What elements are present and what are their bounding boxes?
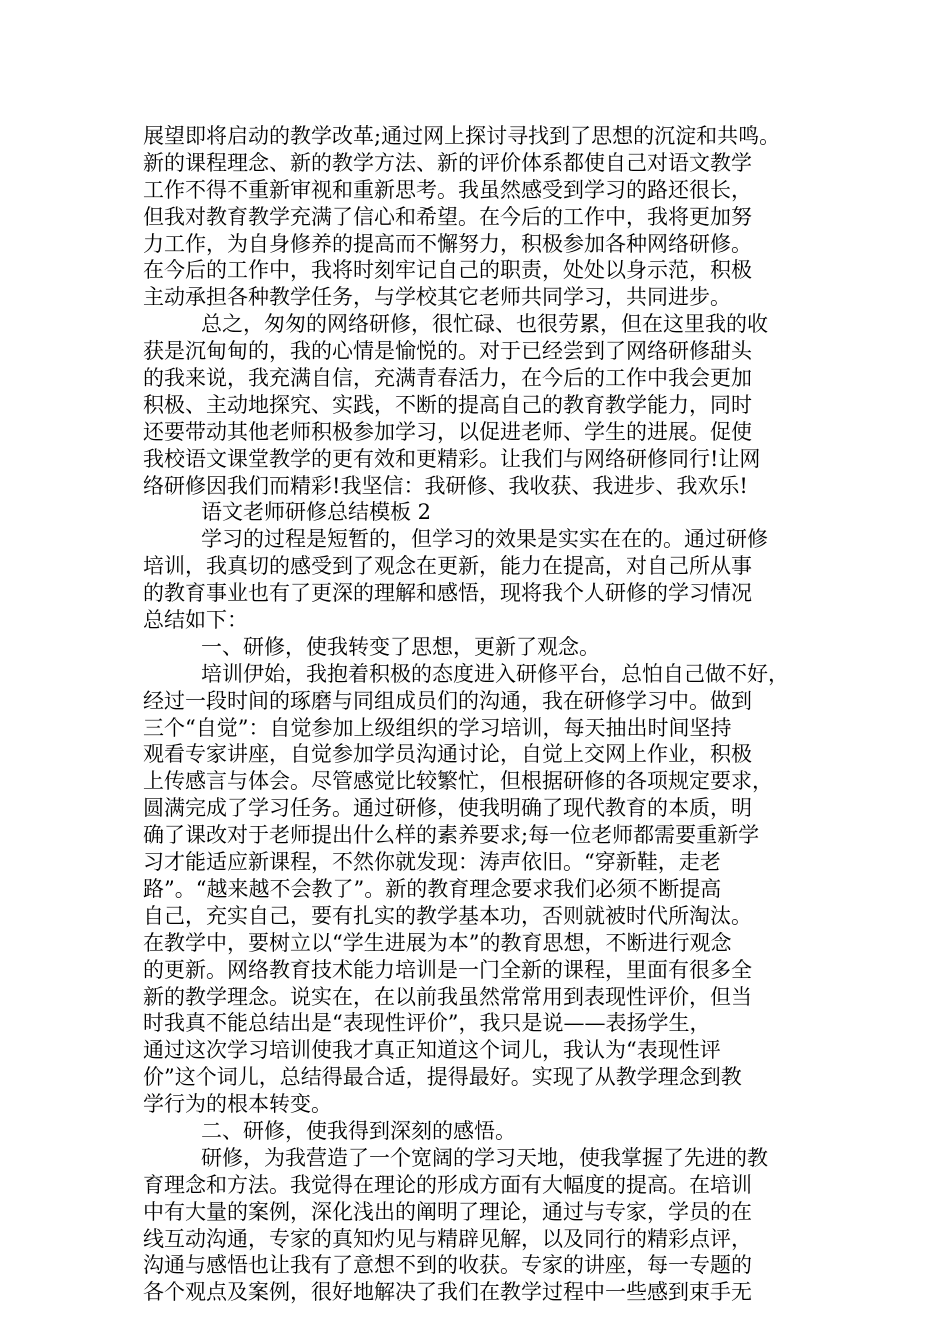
text-line: 时我真不能总结出是“表现性评价”，我只是说——表扬学生，: [143, 1011, 711, 1036]
text-line: 获是沉甸甸的，我的心情是愉悦的。对于已经尝到了网络研修甜头: [143, 339, 752, 364]
text-line: 习才能适应新课程，不然你就发现：涛声依旧。“穿新鞋，走老: [143, 850, 721, 875]
text-line: 培训，我真切的感受到了观念在更新，能力在提高，对自己所从事: [143, 554, 752, 579]
text-line: 一、研修，使我转变了思想，更新了观念。: [201, 634, 600, 659]
text-line: 上传感言与体会。尽管感觉比较繁忙，但根据研修的各项规定要求，: [143, 769, 773, 794]
text-line: 路”。“越来越不会教了”。新的教育理念要求我们必须不断提高: [143, 876, 722, 901]
text-line: 沟通与感悟也让我有了意想不到的收获。专家的讲座，每一专题的: [143, 1253, 752, 1278]
text-line: 中有大量的案例，深化浅出的阐明了理论，通过与专家，学员的在: [143, 1199, 752, 1224]
text-line: 各个观点及案例，很好地解决了我们在教学过程中一些感到束手无: [143, 1280, 752, 1305]
text-line: 确了课改对于老师提出什么样的素养要求;每一位老师都需要重新学: [143, 823, 760, 848]
text-line: 积极、主动地探究、实践，不断的提高自己的教育教学能力，同时: [143, 392, 752, 417]
text-line: 二、研修，使我得到深刻的感悟。: [201, 1118, 516, 1143]
text-line: 展望即将启动的教学改革;通过网上探讨寻找到了思想的沉淀和共鸣。: [143, 124, 781, 148]
text-line: 培训伊始，我抱着积极的态度进入研修平台，总怕自己做不好，: [201, 661, 789, 686]
text-line: 价”这个词儿，总结得最合适，提得最好。实现了从教学理念到教: [143, 1065, 742, 1090]
text-line: 观看专家讲座，自觉参加学员沟通讨论，自觉上交网上作业，积极: [143, 742, 752, 767]
text-line: 主动承担各种教学任务，与学校其它老师共同学习，共同进步。: [143, 285, 731, 310]
text-line: 线互动沟通，专家的真知灼见与精辟见解，以及同行的精彩点评，: [143, 1226, 752, 1251]
text-line: 学行为的根本转变。: [143, 1092, 332, 1117]
text-line: 新的教学理念。说实在，在以前我虽然常常用到表现性评价，但当: [143, 984, 752, 1009]
text-line: 圆满完成了学习任务。通过研修，使我明确了现代教育的本质，明: [143, 796, 752, 821]
text-line: 总结如下：: [143, 608, 248, 633]
text-line: 的更新。网络教育技术能力培训是一门全新的课程，里面有很多全: [143, 957, 752, 982]
text-line: 新的课程理念、新的教学方法、新的评价体系都使自己对语文教学: [143, 150, 752, 175]
text-line: 学习的过程是短暂的，但学习的效果是实实在在的。通过研修: [201, 527, 768, 552]
text-line: 我校语文课堂教学的更有效和更精彩。让我们与网络研修同行!让网: [143, 446, 761, 471]
text-line: 力工作，为自身修养的提高而不懈努力，积极参加各种网络研修。: [143, 231, 752, 256]
text-line: 研修，为我营造了一个宽阔的学习天地，使我掌握了先进的教: [201, 1145, 768, 1170]
text-line: 自己，充实自己，要有扎实的教学基本功，否则就被时代所淘汰。: [143, 903, 752, 928]
text-line: 在教学中，要树立以“学生进展为本”的教育思想，不断进行观念: [143, 930, 732, 955]
text-line: 络研修因我们而精彩!我坚信：我研修、我收获、我进步、我欢乐!: [143, 473, 748, 498]
text-line: 还要带动其他老师积极参加学习，以促进老师、学生的进展。促使: [143, 419, 752, 444]
text-line: 的我来说，我充满自信，充满青春活力，在今后的工作中我会更加: [143, 366, 752, 391]
text-line: 总之，匆匆的网络研修，很忙碌、也很劳累，但在这里我的收: [201, 312, 768, 337]
text-line: 但我对教育教学充满了信心和希望。在今后的工作中，我将更加努: [143, 204, 752, 229]
text-line: 工作不得不重新审视和重新思考。我虽然感受到学习的路还很长，: [143, 177, 752, 202]
text-line: 三个“自觉”：自觉参加上级组织的学习培训，每天抽出时间坚持: [143, 715, 732, 740]
text-line: 的教育事业也有了更深的理解和感悟，现将我个人研修的学习情况: [143, 581, 752, 606]
text-line: 通过这次学习培训使我才真正知道这个词儿，我认为“表现性评: [143, 1038, 721, 1063]
document-body: [143, 123, 813, 1306]
text-line: 语文老师研修总结模板 2: [201, 500, 432, 525]
text-line: 在今后的工作中，我将时刻牢记自己的职责，处处以身示范，积极: [143, 258, 752, 283]
text-line: 经过一段时间的琢磨与同组成员们的沟通，我在研修学习中。做到: [143, 688, 752, 713]
text-line: 育理念和方法。我觉得在理论的形成方面有大幅度的提高。在培训: [143, 1172, 752, 1197]
